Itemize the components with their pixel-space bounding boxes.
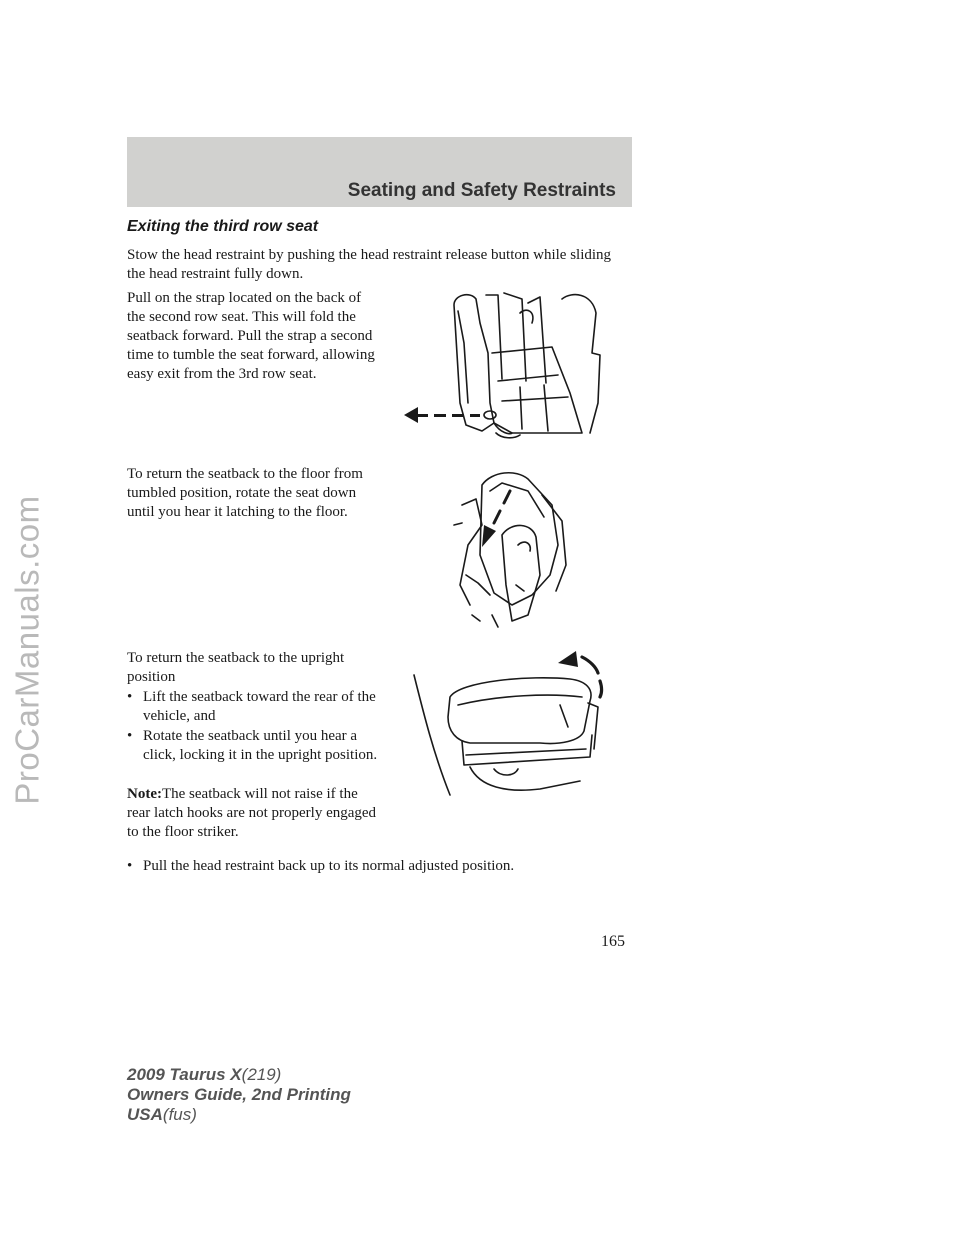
bullet-text: Lift the seatback toward the rear of the vehicle, and	[143, 689, 376, 724]
paragraph-return-upright: To return the seatback to the upright position	[127, 650, 345, 685]
figure-seat-tumbled	[432, 465, 582, 630]
bullet-text: Rotate the seatback until you hear a click, locking it in the upright position.	[143, 728, 378, 763]
footer-model-code: (219)	[241, 1065, 282, 1084]
footer-line-2	[127, 1085, 351, 1105]
page-number: 165	[601, 933, 625, 950]
footer-line-1	[127, 1065, 351, 1085]
paragraph-return-to-floor: To return the seatback to the floor from tumbled position, rotate the seat down until you hear it latching to the floor.	[127, 466, 363, 520]
note-text: The seatback will not raise if the rear latch hooks are not properly engaged to the floor striker.	[127, 786, 377, 840]
chapter-header	[127, 137, 632, 207]
bullet-symbol: •	[127, 728, 133, 744]
footer-line-3	[127, 1105, 351, 1125]
note	[127, 785, 379, 842]
paragraph-pull-strap: Pull on the strap located on the back of the second row seat. This will fold the seatback forward. Pull the strap a second time to tumble the seat forward, allowing easy exit from the 3rd row seat.	[127, 290, 375, 382]
watermark	[6, 250, 50, 1050]
chapter-title: Seating and Safety Restraints	[347, 180, 616, 201]
footer-market-code: (fus)	[162, 1105, 197, 1124]
note-label: Note:	[127, 786, 162, 802]
bullet-pull-head-restraint	[127, 857, 643, 876]
bullet-symbol: •	[127, 689, 133, 705]
figure-seat-upright	[410, 645, 610, 805]
bullet-lift-seatback	[127, 688, 379, 726]
footer-edition: Owners Guide, 2nd Printing	[127, 1085, 351, 1104]
footer-model: 2009 Taurus X	[127, 1065, 242, 1084]
watermark-text: ProCarManuals.com	[9, 495, 46, 805]
figure-seat-fold-forward	[402, 283, 632, 453]
bullet-symbol: •	[127, 858, 133, 874]
bullet-rotate-seatback	[127, 727, 379, 765]
footer	[127, 1065, 351, 1125]
paragraph-stow-head-restraint: Stow the head restraint by pushing the head restraint release button while sliding the head restraint fully down.	[127, 247, 612, 282]
footer-market: USA	[127, 1105, 163, 1124]
section-title: Exiting the third row seat	[127, 218, 319, 235]
bullet-text: Pull the head restraint back up to its normal adjusted position.	[143, 858, 515, 874]
